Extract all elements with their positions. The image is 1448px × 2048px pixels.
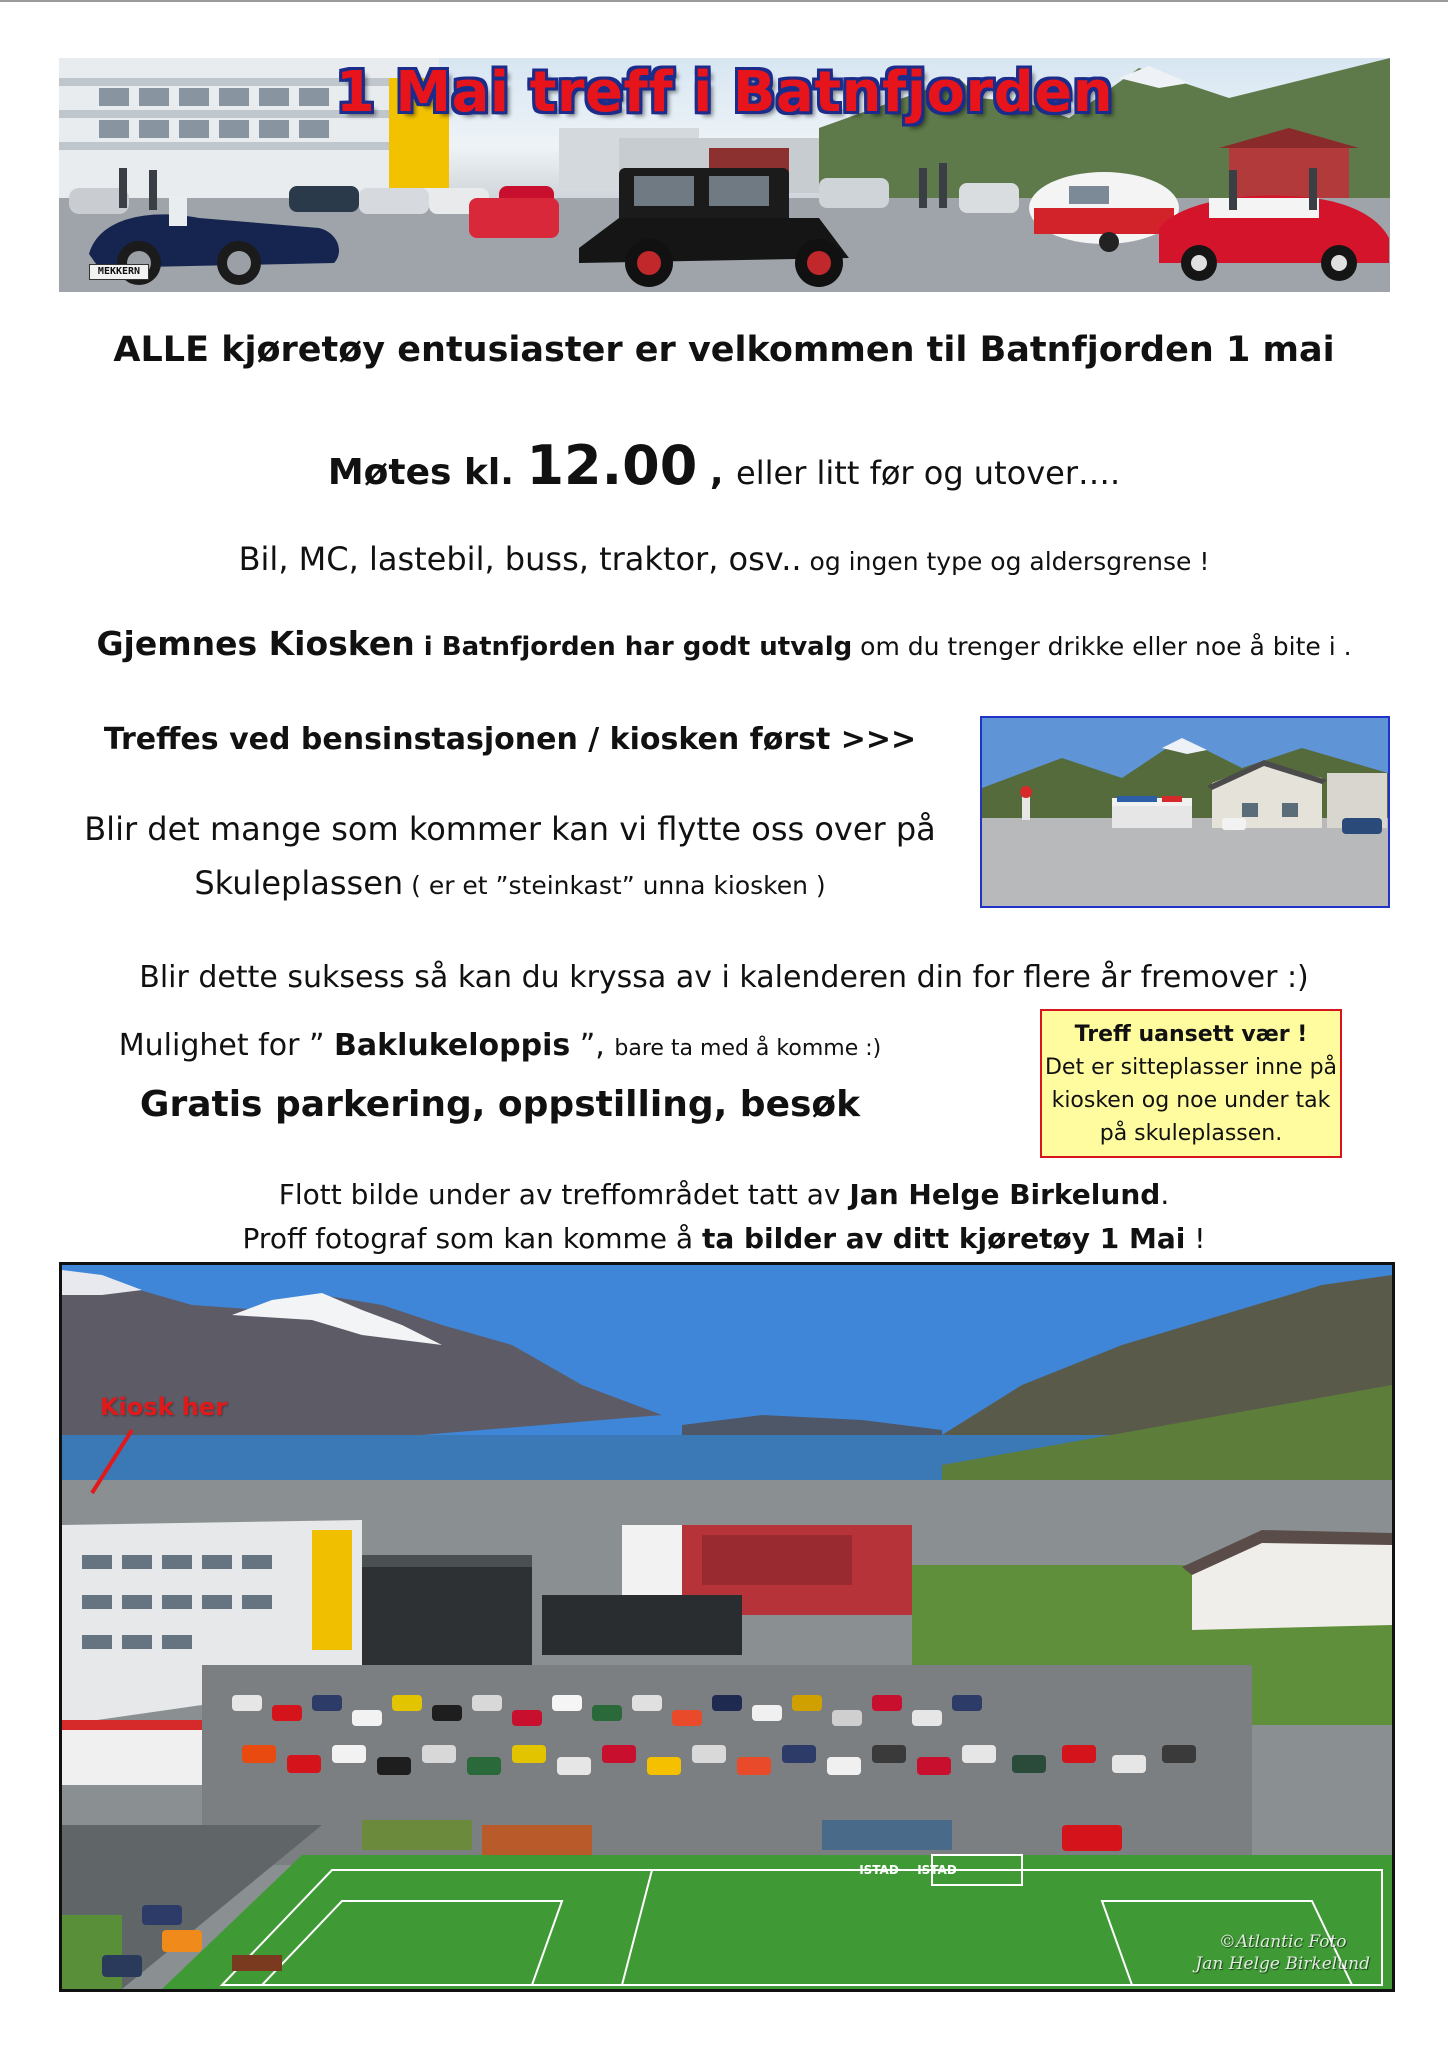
weather-line: kiosken og noe under tak [1051,1088,1331,1113]
kiosk-place: i Batnfjorden har godt utvalg [414,632,853,662]
meeting-suffix: , [697,452,737,493]
photo-offer-b: ta bilder av ditt kjøretøy 1 Mai [701,1222,1186,1255]
photo-offer-c: ! [1185,1222,1206,1255]
flea-name: Baklukeloppis [334,1028,571,1063]
meeting-rest: eller litt før og utover…. [736,454,1121,492]
flea-quote: ”, [570,1028,615,1063]
kiosk-photo [980,716,1390,908]
meeting-time: 12.00 [526,434,698,497]
flea-note: bare ta med å komme :) [614,1036,882,1061]
flea-prefix: Mulighet for ” [118,1028,335,1063]
vehicle-types-line [0,540,1448,578]
header-banner [59,58,1390,292]
free-parking-line: Gratis parkering, oppstilling, besøk [139,1084,861,1125]
kiosk-line [0,624,1448,663]
schoolyard-name: Skuleplassen [194,864,404,902]
photographer-name: Jan Helge Birkelund [849,1178,1161,1211]
move-line-1: Blir det mange som kommer kan vi flytte oss over på [84,810,936,848]
kiosk-name: Gjemnes Kiosken [96,624,415,663]
photo-text-c: . [1160,1178,1170,1211]
kiosk-here-label: Kiosk her [100,1393,228,1421]
watermark-line: Jan Helge Birkelund [1195,1954,1370,1974]
istad-sign: ISTAD [917,1863,957,1877]
success-line: Blir dette suksess så kan du kryssa av i kalenderen din for flere år fremover :) [139,960,1309,995]
weather-line: Det er sitteplasser inne på [1044,1055,1338,1080]
aerial-photo [59,1262,1395,1992]
weather-notice [1040,1009,1342,1158]
meeting-prefix: Møtes kl. [327,452,527,493]
photo-text-a: Flott bilde under av treffområdet tatt av [278,1178,850,1211]
move-line-2 [60,864,960,902]
meet-first-line: Treffes ved bensinstasjonen / kiosken først >>> [103,722,917,757]
vehicle-note: og ingen type og aldersgrense ! [801,547,1210,576]
photo-watermark [1195,1931,1370,1975]
photo-offer-a: Proff fotograf som kan komme å [242,1222,702,1255]
top-divider [0,0,1448,2]
weather-title: Treff uansett vær ! [1074,1022,1308,1047]
photographer-line [0,1178,1448,1211]
license-plate: MEKKERN [89,264,149,280]
aerial-photo-image [62,1265,1392,1989]
istad-sign: ISTAD [859,1863,899,1877]
watermark-line: ©Atlantic Foto [1218,1932,1347,1952]
kiosk-photo-image [982,718,1388,906]
banner-title: 1 Mai treff i Batnfjorden [335,60,1114,125]
photographer-offer-line [0,1222,1448,1255]
weather-line: på skuleplassen. [1099,1121,1283,1146]
headline: ALLE kjøretøy entusiaster er velkommen til Batnfjorden 1 mai [113,330,1335,370]
kiosk-rest: om du trenger drikke eller noe å bite i . [852,632,1352,661]
flea-market-line [100,1028,900,1063]
schoolyard-note: ( er et ”steinkast” unna kiosken ) [403,871,826,900]
meeting-time-line [0,434,1448,497]
vehicle-list: Bil, MC, lastebil, buss, traktor, osv.. [238,540,802,578]
